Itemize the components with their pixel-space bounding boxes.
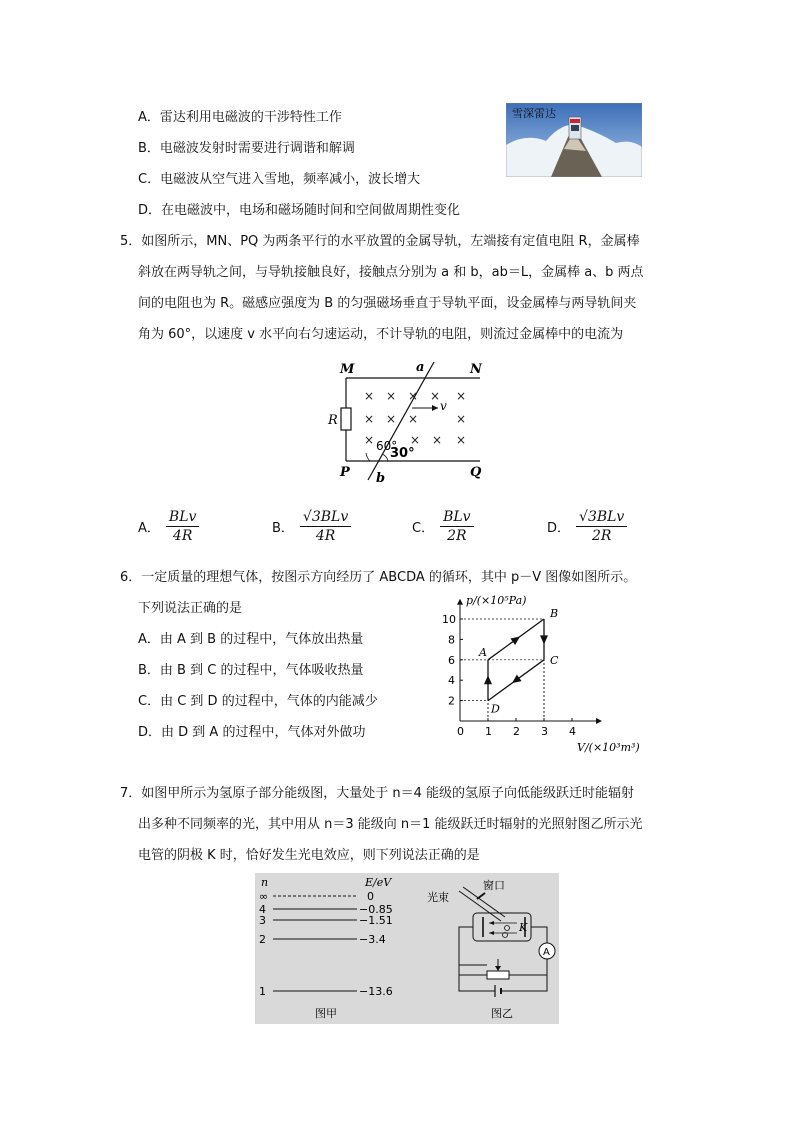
level-e-inf: 0 xyxy=(367,890,374,903)
rail-circuit-figure xyxy=(320,358,490,486)
svg-text:×: × xyxy=(410,433,421,447)
q5-line-4: 角为 60°，以速度 v 水平向右匀速运动，不计导轨的电阻，则流过金属棒中的电流为 xyxy=(138,327,624,342)
snow-radar-photo xyxy=(506,103,642,177)
svg-text:×: × xyxy=(364,389,375,403)
window-label: 窗口 xyxy=(483,879,505,892)
q6-option-d: D．由 D 到 A 的过程中，气体对外做功 xyxy=(138,725,366,740)
point-label-A: A xyxy=(479,645,487,659)
direction-arrow-icon xyxy=(510,633,522,645)
level-e-4: −0.85 xyxy=(359,903,393,916)
y-tick-label: 6 xyxy=(448,653,455,667)
q7-figure xyxy=(255,873,559,1024)
svg-text:×: × xyxy=(432,433,443,447)
q6-prompt: 下列说法正确的是 xyxy=(138,601,243,616)
x-tick-label: 1 xyxy=(485,725,492,738)
svg-text:×: × xyxy=(408,412,419,426)
q5-answer-a: A． $\frac{\text{BLv}}{4R}$ xyxy=(138,508,199,545)
k-label: K xyxy=(519,921,528,934)
level-n-2: 2 xyxy=(259,933,266,946)
svg-text:×: × xyxy=(364,412,375,426)
q5-line-3: 间的电阻也为 R。磁感应强度为 B 的匀强磁场垂直于导轨平面，设金属棒与两导轨间夹 xyxy=(138,296,637,311)
level-e-1: −13.6 xyxy=(359,985,393,998)
x-tick-label: 2 xyxy=(513,725,520,738)
x-axis-arrow-icon xyxy=(596,718,602,724)
q4-option-b: B．电磁波发射时需要进行调谐和解调 xyxy=(138,141,355,156)
q4-option-d: D．在电磁波中，电场和磁场随时间和空间做周期性变化 xyxy=(138,203,461,218)
caption-jia: 图甲 xyxy=(315,1007,337,1020)
q6-option-a: A．由 A 到 B 的过程中，气体放出热量 xyxy=(138,632,364,647)
velocity-arrow-icon xyxy=(432,405,438,411)
label-n: N xyxy=(470,362,482,377)
svg-text:×: × xyxy=(430,389,441,403)
q7-line-3: 电管的阴极 K 时，恰好发生光电效应，则下列说法正确的是 xyxy=(138,848,480,863)
rheostat xyxy=(487,971,509,979)
x-tick-label: 3 xyxy=(541,725,548,738)
level-n-inf: ∞ xyxy=(259,890,269,903)
y-axis-arrow-icon xyxy=(457,599,463,605)
level-e-2: −3.4 xyxy=(359,933,386,946)
direction-arrow-icon xyxy=(510,675,522,687)
label-p: P xyxy=(340,465,350,480)
level-e-3: −1.51 xyxy=(359,914,393,927)
q5-line-2: 斜放在两导轨之间，与导轨接触良好，接触点分别为 a 和 b，ab＝L，金属棒 a、b 两点 xyxy=(138,265,644,280)
label-r: R xyxy=(328,413,338,428)
y-tick-label: 2 xyxy=(448,694,455,708)
pv-chart xyxy=(430,588,650,758)
level-n-4: 4 xyxy=(259,903,266,916)
q5-answer-c: C． $\frac{\text{BLv}}{2R}$ xyxy=(412,508,474,545)
svg-text:×: × xyxy=(364,433,375,447)
beam-label: 光束 xyxy=(427,891,449,904)
svg-text:×: × xyxy=(456,433,467,447)
svg-text:×: × xyxy=(408,389,419,403)
q7-line-1: 7．如图甲所示为氢原子部分能级图，大量处于 n＝4 能级的氢原子向低能级跃迁时能辐射 xyxy=(120,786,635,801)
x-axis-label: V/(×10³m³) xyxy=(577,741,640,754)
level-n-3: 3 xyxy=(259,914,266,927)
angle-30: 30° xyxy=(390,446,415,461)
svg-text:×: × xyxy=(456,389,467,403)
label-m: M xyxy=(340,362,355,377)
q4-option-a: A．雷达利用电磁波的干涉特性工作 xyxy=(138,110,342,125)
label-b: b xyxy=(376,471,386,486)
label-q: Q xyxy=(470,465,482,480)
q7-line-2: 出多种不同频率的光，其中用从 n＝3 能级向 n＝1 能级跃迁时辐射的光照射图乙所示光 xyxy=(138,817,643,832)
direction-arrow-icon xyxy=(540,635,548,644)
label-a: a xyxy=(416,360,425,375)
x-tick-label: 4 xyxy=(569,725,576,738)
q6-option-c: C．由 C 到 D 的过程中，气体的内能减少 xyxy=(138,694,378,709)
direction-arrow-icon xyxy=(484,675,492,684)
ammeter-label: A xyxy=(543,947,550,958)
resistor-r xyxy=(341,408,351,430)
y-axis-label: p/(×10⁵Pa) xyxy=(466,594,527,607)
q6-option-b: B．由 B 到 C 的过程中，气体吸收热量 xyxy=(138,663,364,678)
q5-answer-d: D． $\frac{\text{√3BLv}}{2R}$ xyxy=(547,508,627,545)
x-tick-label: 0 xyxy=(457,725,464,738)
photo-caption: 雪深雷达 xyxy=(512,107,556,120)
angle-60: 60° xyxy=(376,439,398,453)
label-v: v xyxy=(440,399,447,413)
y-tick-label: 10 xyxy=(442,613,456,626)
level-n-1: 1 xyxy=(259,985,266,998)
caption-yi: 图乙 xyxy=(491,1007,513,1020)
y-tick-label: 4 xyxy=(448,674,455,688)
e-header: E/eV xyxy=(365,876,392,889)
q6-stem: 6．一定质量的理想气体，按图示方向经历了 ABCDA 的循环，其中 p－V 图像如图所示。 xyxy=(120,570,637,585)
svg-text:×: × xyxy=(386,389,397,403)
point-label-B: B xyxy=(550,607,559,620)
n-header: n xyxy=(261,876,269,889)
y-tick-label: 8 xyxy=(448,633,455,647)
svg-text:×: × xyxy=(386,412,397,426)
svg-text:×: × xyxy=(456,412,467,426)
point-label-D: D xyxy=(491,702,500,716)
metal-rod xyxy=(368,362,434,480)
q5-line-1: 5．如图所示，MN、PQ 为两条平行的水平放置的金属导轨，左端接有定值电阻 R，金属棒 xyxy=(120,234,640,249)
q4-option-c: C．电磁波从空气进入雪地，频率减小，波长增大 xyxy=(138,172,421,187)
point-label-C: C xyxy=(550,653,559,667)
q5-answer-b: B． $\frac{\text{√3BLv}}{4R}$ xyxy=(272,508,351,545)
